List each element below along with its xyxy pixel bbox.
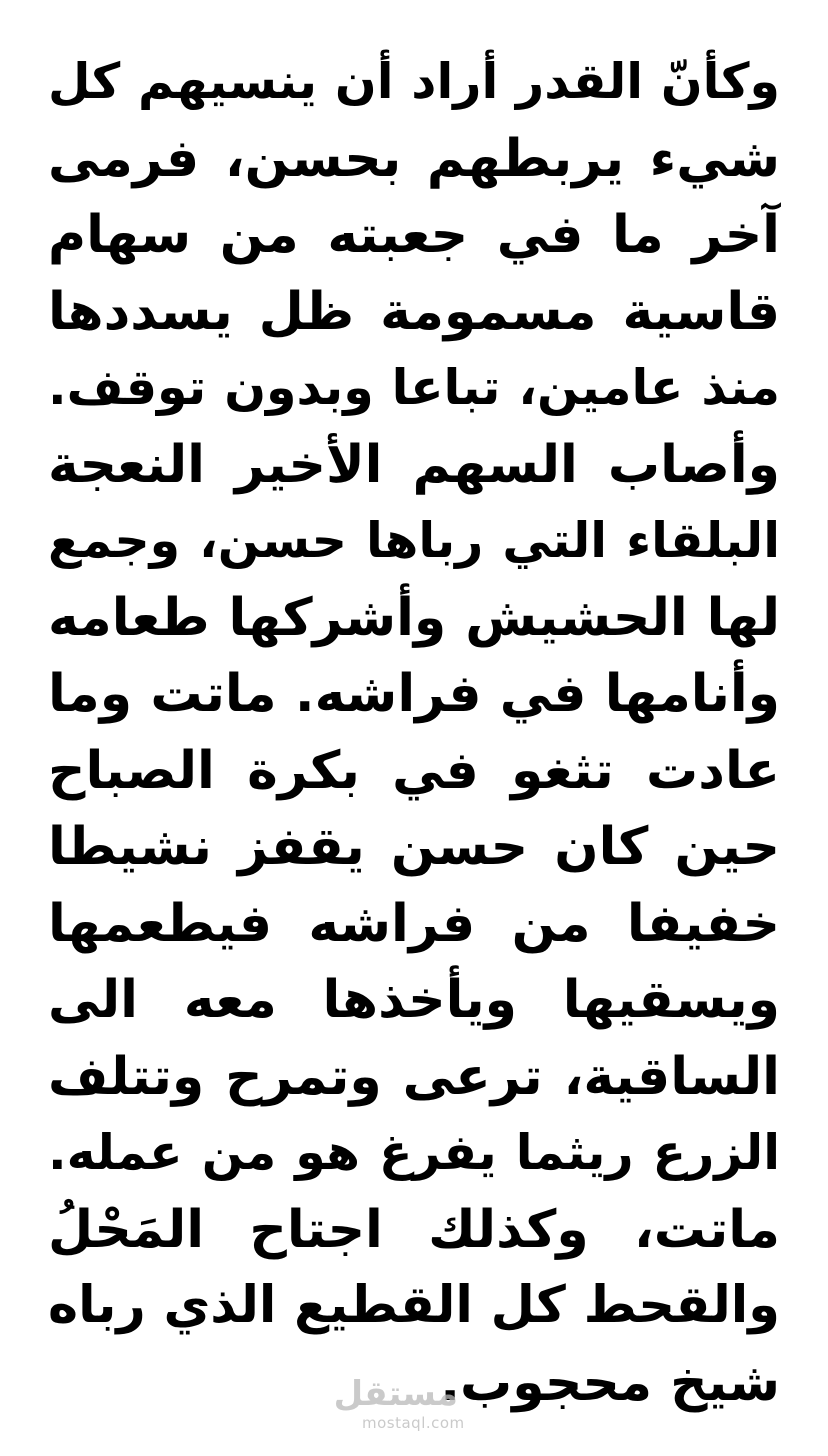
watermark-url: mostaql.com <box>362 1414 465 1432</box>
arabic-paragraph <box>48 44 780 1421</box>
text-line: البلقاء التي رباها حسن، وجمع <box>48 512 780 569</box>
watermark <box>333 1374 465 1440</box>
text-line: شيخ محجوب. <box>440 1352 780 1413</box>
text-line: والقحط كل القطيع الذي رباه <box>48 1276 780 1335</box>
text-line: خفيفا من فراشه فيطعمها <box>48 893 780 954</box>
text-line: حين كان حسن يقفز نشيطا <box>48 817 780 877</box>
text-line: ماتت، وكذلك اجتاح المَحْلُ <box>48 1199 780 1260</box>
text-line: الساقية، ترعى وتمرح وتتلف <box>48 1046 780 1107</box>
text-line: لها الحشيش وأشركها طعامه <box>48 587 780 648</box>
text-line: وكأنّ القدر أراد أن ينسيهم كل <box>48 53 780 110</box>
text-line: ويسقيها ويأخذها معه الى <box>48 970 780 1030</box>
text-line: عادت تثغو في بكرة الصباح <box>48 740 780 801</box>
text-line: شيء يربطهم بحسن، فرمى <box>48 128 780 189</box>
watermark-logo: مستقل <box>333 1374 458 1414</box>
text-line: الزرع ريثما يفرغ هو من عمله. <box>48 1124 780 1181</box>
text-line: قاسية مسمومة ظل يسددها <box>48 281 780 342</box>
text-line: منذ عامين، تباعا وبدون توقف. <box>48 359 780 416</box>
text-line: وأنامها في فراشه. ماتت وما <box>48 664 780 724</box>
text-line: آخر ما في جعبته من سهام <box>48 205 780 265</box>
text-line: وأصاب السهم الأخير النعجة <box>48 434 780 495</box>
